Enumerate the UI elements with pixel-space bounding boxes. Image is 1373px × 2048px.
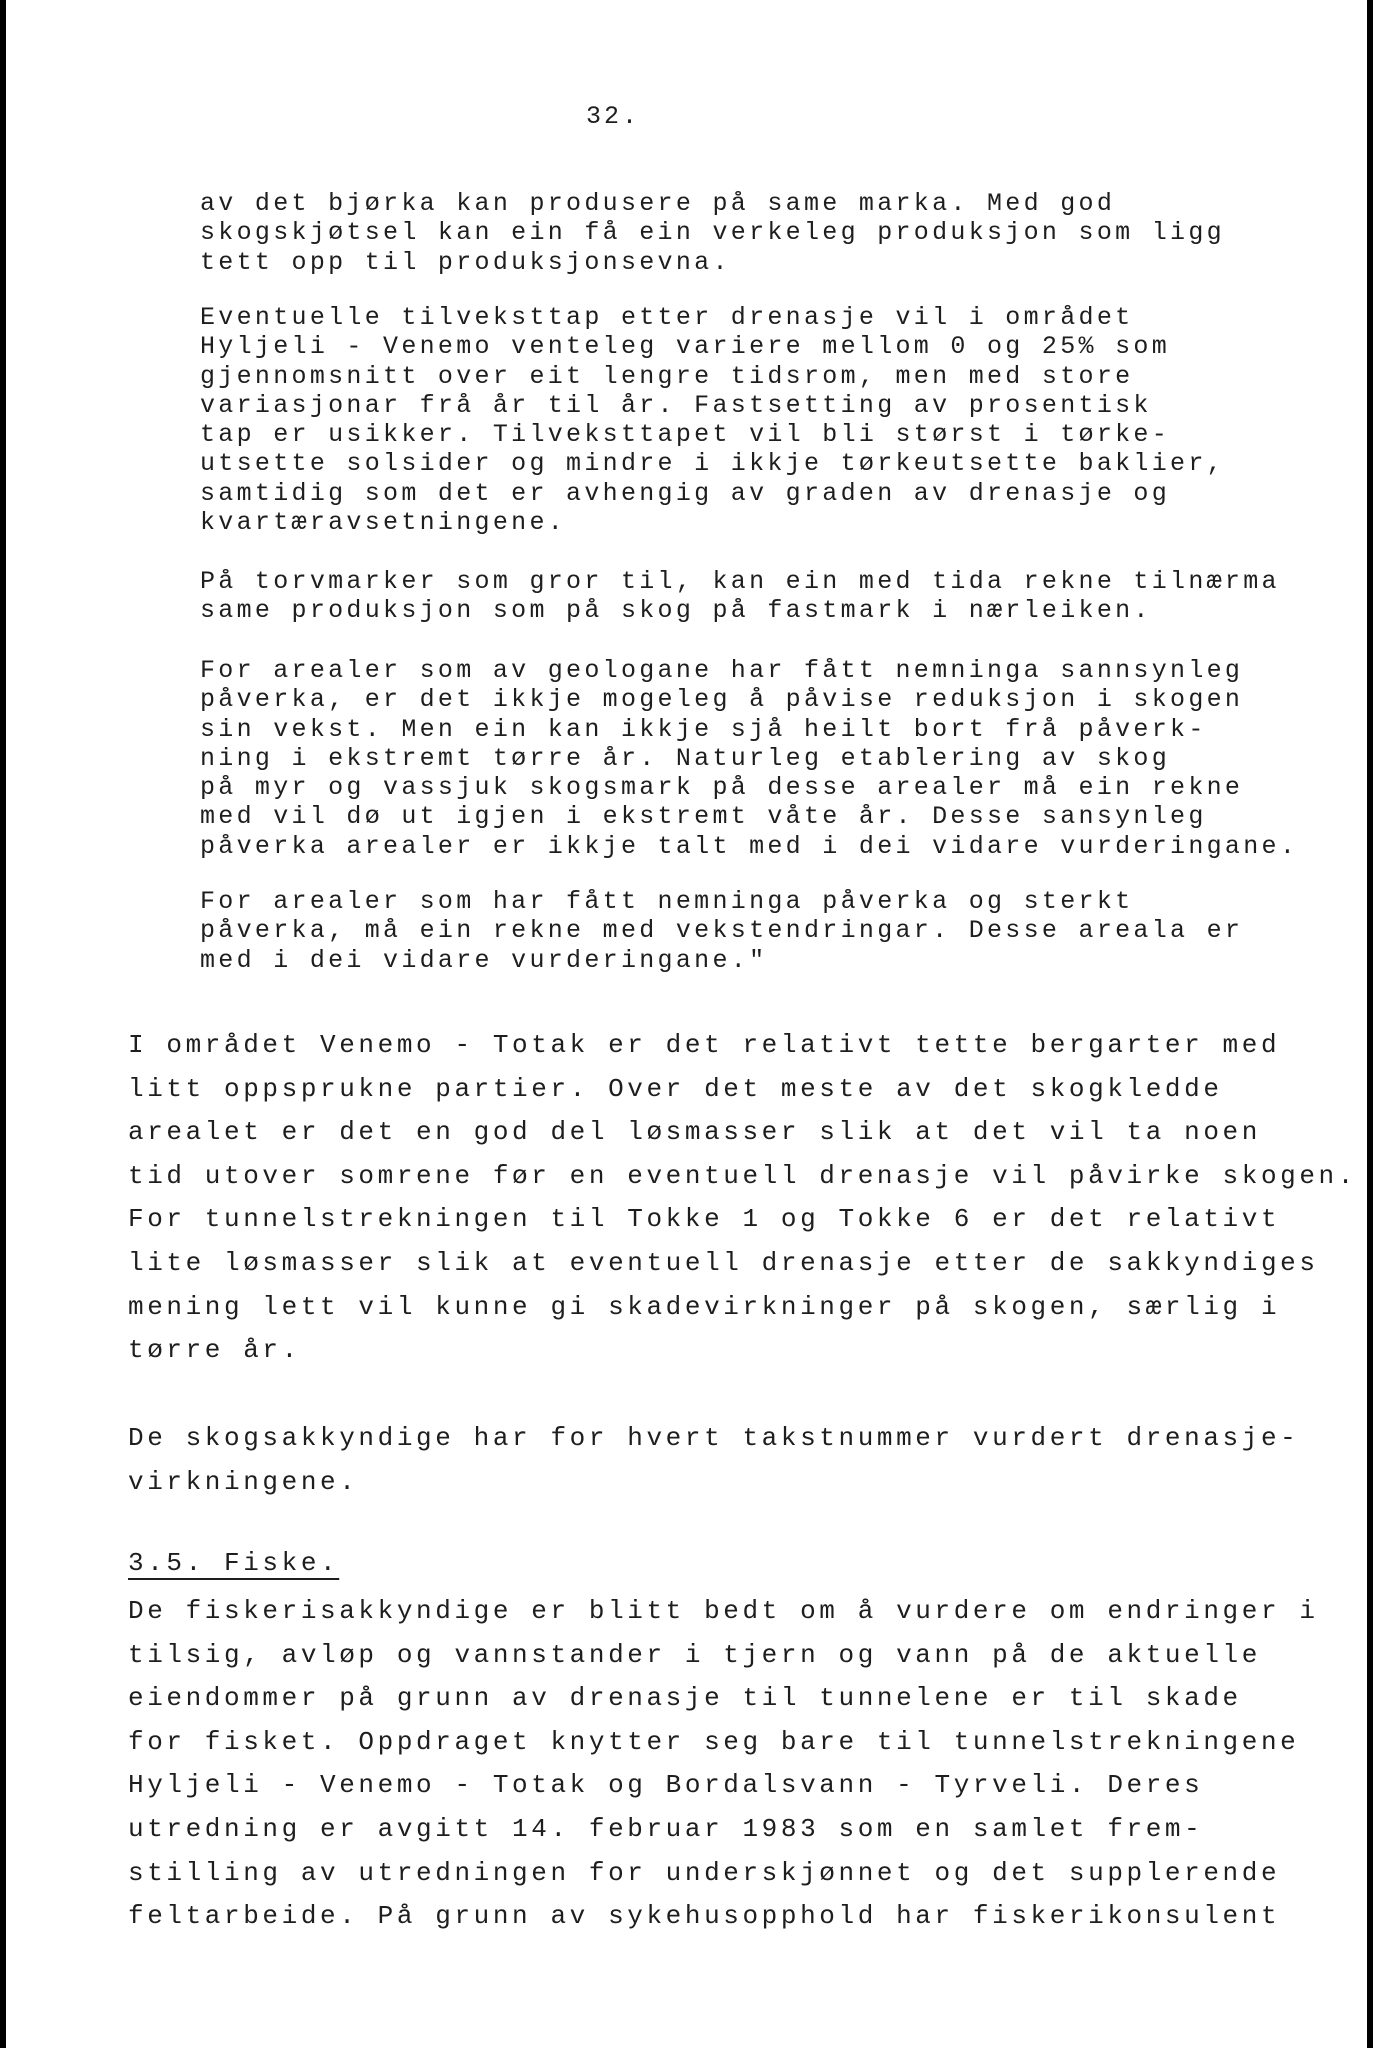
quote-paragraph xyxy=(200,656,1299,861)
text-line: tett opp til produksjonsevna. xyxy=(200,247,731,277)
text-line: På torvmarker som gror til, kan ein med tida rekne tilnærma xyxy=(200,567,1280,596)
quote-paragraph xyxy=(200,887,1260,975)
text-line: gjennomsnitt over eit lengre tidsrom, men med store xyxy=(200,361,1134,391)
text-line: Hyljeli - Venemo venteleg variere mellom 0 og 25% som xyxy=(200,332,1171,362)
text-line: samtidig som det er avhengig av graden av drenasje og xyxy=(200,478,1171,508)
text-line: For arealer som har fått nemninga påverka og sterkt xyxy=(200,887,1134,916)
text-line: eiendommer på grunn av drenasje til tunnelene er til skade xyxy=(128,1683,1242,1714)
text-line: arealet er det en god del løsmasser slik at det vil ta noen xyxy=(128,1117,1261,1148)
text-line: tap er usikker. Tilveksttapet vil bli størst i tørke- xyxy=(200,420,1171,450)
text-line: feltarbeide. På grunn av sykehusopphold har fiskerikonsulent xyxy=(128,1901,1281,1932)
text-line: påverka, må ein rekne med vekstendringar. Desse areala er xyxy=(200,916,1244,946)
section-heading: 3.5. Fiske. xyxy=(128,1548,340,1578)
text-line: I området Venemo - Totak er det relativt tette bergarter med xyxy=(128,1030,1281,1060)
text-line: For tunnelstrekningen til Tokke 1 og Tokke 6 er det relativt xyxy=(128,1204,1281,1235)
text-line: tørre år. xyxy=(128,1335,301,1366)
page-number: 32. xyxy=(586,102,641,131)
text-line: sin vekst. Men ein kan ikkje sjå heilt bort frå påverk- xyxy=(200,714,1207,744)
text-line: av det bjørka kan produsere på same marka. Med god xyxy=(200,189,1116,218)
text-line: same produksjon som på skog på fastmark i nærleiken. xyxy=(200,596,1152,626)
text-line: utsette solsider og mindre i ikkje tørkeutsette baklier, xyxy=(200,449,1225,479)
text-line: med i dei vidare vurderingane." xyxy=(200,945,768,975)
text-line: lite løsmasser slik at eventuell drenasje etter de sakkyndiges xyxy=(128,1247,1319,1278)
text-line: skogskjøtsel kan ein få ein verkeleg produksjon som ligg xyxy=(200,218,1225,248)
text-line: ning i ekstremt tørre år. Naturleg etablering av skog xyxy=(200,743,1171,773)
quote-paragraph xyxy=(200,303,1260,537)
text-line: variasjonar frå år til år. Fastsetting av prosentisk xyxy=(200,390,1152,420)
text-line: De skogsakkyndige har for hvert takstnummer vurdert drenasje- xyxy=(128,1423,1300,1453)
text-line: mening lett vil kunne gi skadevirkninger på skogen, særlig i xyxy=(128,1291,1281,1322)
document-page xyxy=(6,0,1367,2048)
text-line: for fisket. Oppdraget knytter seg bare til tunnelstrekningene xyxy=(128,1726,1300,1757)
text-line: stilling av utredningen for underskjønnet og det supplerende xyxy=(128,1857,1281,1888)
quote-paragraph xyxy=(200,567,1280,626)
text-line: tilsig, avløp og vannstander i tjern og vann på de aktuelle xyxy=(128,1639,1261,1670)
text-line: utredning er avgitt 14. februar 1983 som en samlet frem- xyxy=(128,1813,1204,1844)
text-line: med vil dø ut igjen i ekstremt våte år. Desse sansynleg xyxy=(200,802,1207,832)
text-line: Eventuelle tilveksttap etter drenasje vil i området xyxy=(200,303,1134,332)
quote-paragraph xyxy=(200,189,1260,277)
body-paragraph xyxy=(128,1024,1357,1373)
text-line: De fiskerisakkyndige er blitt bedt om å vurdere om endringer i xyxy=(128,1596,1319,1626)
section-paragraph xyxy=(128,1590,1319,1939)
text-line: litt oppsprukne partier. Over det meste av det skogkledde xyxy=(128,1073,1223,1104)
text-line: på myr og vassjuk skogsmark på desse arealer må ein rekne xyxy=(200,773,1244,803)
text-line: tid utover somrene før en eventuell drenasje vil påvirke skogen. xyxy=(128,1160,1357,1191)
text-line: kvartæravsetningene. xyxy=(200,508,567,538)
text-line: virkningene. xyxy=(128,1466,359,1497)
text-line: For arealer som av geologane har fått nemninga sannsynleg xyxy=(200,656,1244,685)
text-line: påverka, er det ikkje mogeleg å påvise reduksjon i skogen xyxy=(200,685,1244,715)
text-line: påverka arealer er ikkje talt med i dei vidare vurderingane. xyxy=(200,831,1299,861)
text-line: Hyljeli - Venemo - Totak og Bordalsvann - Tyrveli. Deres xyxy=(128,1770,1204,1801)
body-paragraph xyxy=(128,1417,1300,1504)
